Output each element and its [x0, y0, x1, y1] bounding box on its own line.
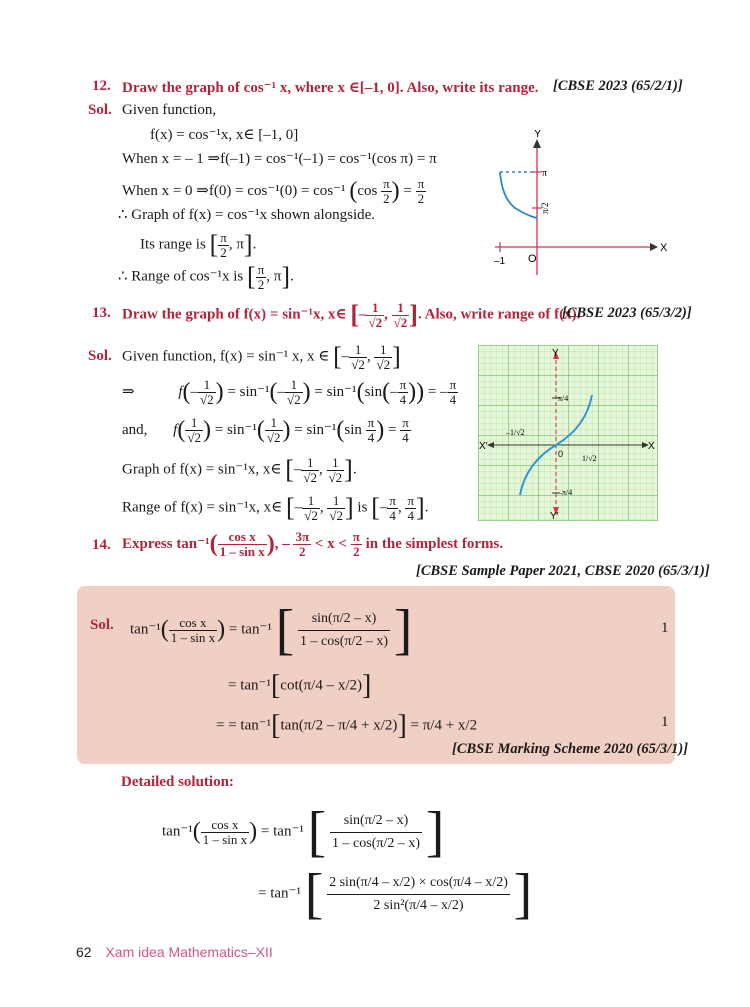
box-mark1: 1 [661, 620, 669, 636]
q12-number: 12. [92, 78, 111, 94]
q13-graph [478, 345, 658, 521]
q12-x-label: X [660, 242, 668, 254]
q13-line1: Given function, f(x) = sin⁻¹ x, x ∈ [– $\frac{1}{√2}$ , $\frac{1}{√2}$ ] [122, 341, 401, 372]
q13-source: [CBSE 2023 (65/3/2)] [562, 305, 692, 321]
box-step2: = tan⁻¹[cot(π/4 – x/2)] [228, 670, 372, 701]
page-number: 62 [76, 944, 92, 960]
q12-pi2-label: π/2 [540, 202, 550, 214]
q13-pi4-label: π/4 [558, 394, 569, 403]
q12-curve [500, 172, 537, 218]
q13-line5: Range of f(x) = sin⁻¹x, x∈ [– $\frac{1}{√2}$ , $\frac{1}{√2}$ ] is [– $\frac{\pi}{4}$ , $\frac{\pi}{4}$ ]. [122, 492, 429, 523]
q12-source: [CBSE 2023 (65/2/1)] [553, 78, 683, 94]
q13-line4: Graph of f(x) = sin⁻¹x, x∈ [– $\frac{1}{√2}$ , $\frac{1}{√2}$ ]. [122, 454, 357, 485]
q13-x-label: X [648, 441, 655, 452]
q13-mpi4-label: –π/4 [558, 488, 573, 497]
detailed-title: Detailed solution: [121, 774, 234, 790]
q14-question: Express tan⁻¹( $\frac{\text{cos x}}{\text{1 – sin x}}$ ), – $\frac{3\pi}{2}$ < x < $\frac{\pi}{2}$ in the simplest forms. [122, 529, 504, 559]
page-footer [76, 944, 273, 960]
q12-origin-label: O [528, 253, 537, 265]
q13-origin-label: 0 [558, 449, 564, 459]
q13-question: Draw the graph of f(x) = sin⁻¹x, x∈ [– $\frac{1}{√2}$ , $\frac{1}{√2}$ ]. Also, write range of f(x). [122, 299, 581, 330]
q13-line3: and, f( $\frac{1}{√2}$ ) = sin⁻¹( $\frac{1}{√2}$ ) = sin⁻¹(sin $\frac{\pi}{4}$ ) = $\frac{\pi}{4}$ [122, 415, 409, 445]
q12-question: Draw the graph of cos⁻¹ x, where x ∈[–1, 0]. Also, write its range. [122, 80, 539, 96]
q13-xprime-label: X′ [479, 441, 488, 452]
box-mark2: 1 [661, 714, 669, 730]
box-step3: = = tan⁻¹[tan(π/2 – π/4 + x/2)] = π/4 + x/2 [216, 710, 478, 741]
q12-sol-label: Sol. [88, 102, 112, 118]
q12-line2: f(x) = cos⁻¹x, x∈ [–1, 0] [150, 127, 299, 143]
q12-line7: ∴ Range of cos⁻¹x is [ $\frac{\pi}{2}$ , π]. [118, 261, 294, 292]
q12-y-arrow [533, 139, 541, 148]
q13-number: 13. [92, 305, 111, 321]
q12-line5: ∴ Graph of f(x) = cos⁻¹x shown alongside. [118, 207, 376, 223]
q13-inv-label: 1/√2 [582, 454, 597, 463]
detailed-step1: tan⁻¹( $\frac{\text{cos x}}{\text{1 – sin x}}$ ) = tan⁻¹ [ $\frac{\sin(\pi/2 - x)}{1 - \cos(\pi/2 - x)}$ ] [162, 801, 445, 863]
q12-graph [490, 130, 680, 275]
q13-sol-label: Sol. [88, 348, 112, 364]
q12-x-arrow [650, 243, 658, 251]
q14-source: [CBSE Sample Paper 2021, CBSE 2020 (65/3/1)] [416, 563, 710, 579]
detailed-step2: = tan⁻¹ [ $\frac{2 \sin(\pi/4 - x/2) \times \cos(\pi/4 - x/2)}{\text{2 sin²(π/4 – x/2)}}$ ] [258, 863, 533, 925]
q12-minus1-label: –1 [494, 256, 506, 267]
box-step1: tan⁻¹( $\frac{\text{cos x}}{\text{1 – sin x}}$ ) = tan⁻¹ [ $\frac{\sin(\pi/2 - x)}{1 - \cos(\pi/2 - x)}$ ] [130, 599, 413, 661]
q13-line2: ⇒ f(– $\frac{1}{√2}$ ) = sin⁻¹(– $\frac{1}{√2}$ ) = sin⁻¹(sin(– $\frac{\pi}{4}$ )) = – $\frac{\pi}{4}$ [122, 377, 457, 407]
q14-number: 14. [92, 537, 111, 553]
q12-pi-label: π [542, 168, 548, 179]
box-sol-label: Sol. [90, 617, 114, 633]
q12-line6: Its range is [ $\frac{\pi}{2}$ , π]. [140, 229, 257, 260]
book-title: Xam idea Mathematics–XII [105, 944, 273, 960]
q12-line1: Given function, [122, 102, 217, 118]
q13-yprime-label: Y′ [550, 511, 559, 521]
q12-y-label: Y [534, 130, 542, 140]
q12-line4: When x = 0 ⇒f(0) = cos⁻¹(0) = cos⁻¹ (cos $\frac{\pi}{2}$ ) = $\frac{\pi}{2}$ [122, 176, 425, 206]
q13-y-label: Y [552, 348, 559, 359]
q13-minv-label: –1/√2 [506, 428, 525, 437]
box-scheme-source: [CBSE Marking Scheme 2020 (65/3/1)] [452, 741, 689, 757]
q12-line3: When x = – 1 ⇒f(–1) = cos⁻¹(–1) = cos⁻¹(cos π) = π [122, 151, 437, 167]
